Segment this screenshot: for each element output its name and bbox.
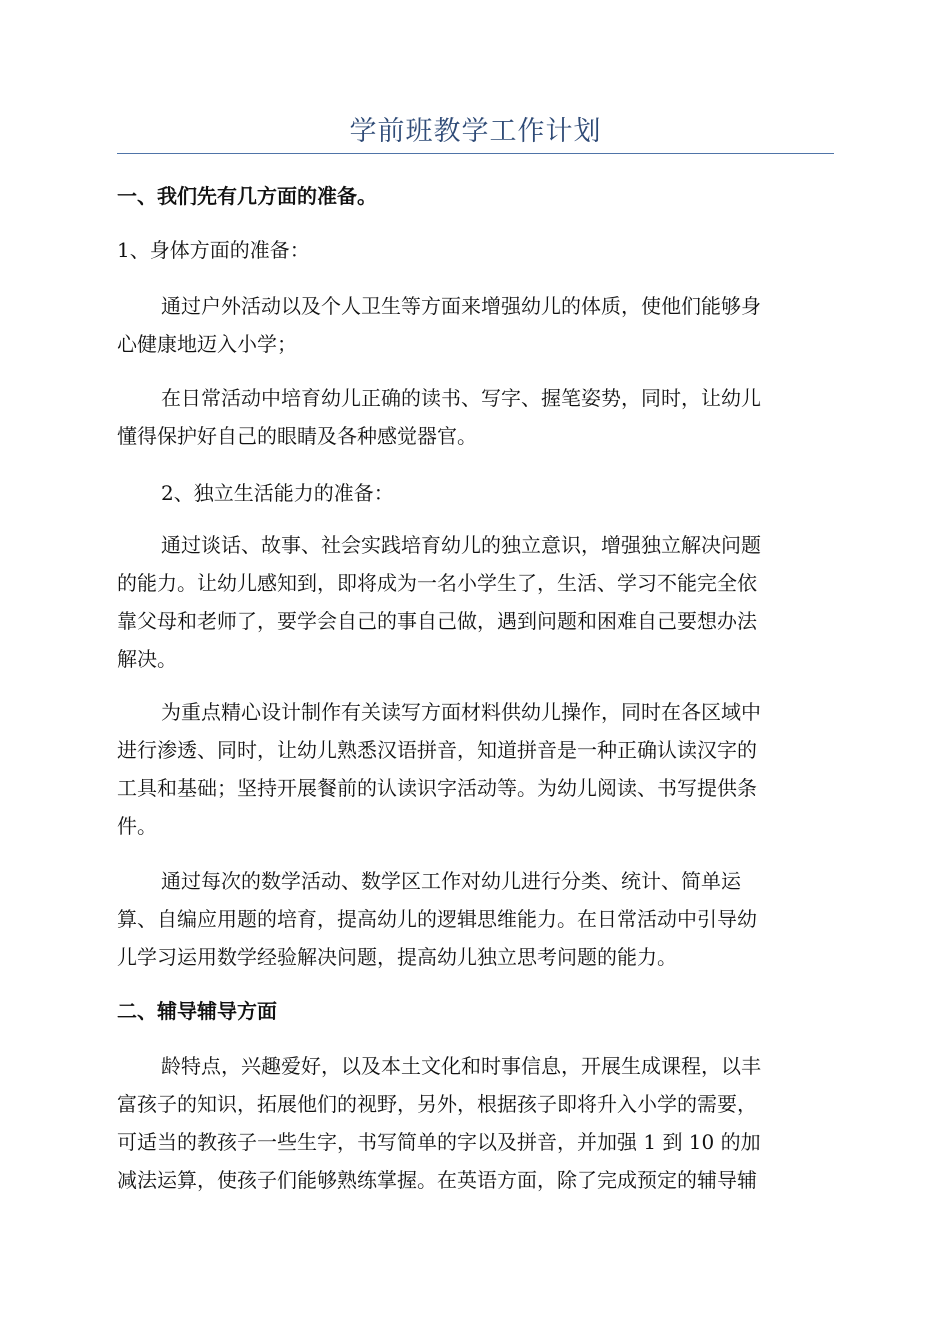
text-line: 靠父母和老师了，要学会自己的事自己做，遇到问题和困难自己要想办法: [117, 609, 757, 633]
subheading-physical: 1、身体方面的准备：: [117, 238, 310, 262]
text-line: 件。: [117, 814, 157, 838]
text-line: 解决。: [117, 647, 177, 671]
paragraph-physical-2: [117, 379, 834, 455]
text-line: 龄特点，兴趣爱好，以及本土文化和时事信息，开展生成课程，以丰: [161, 1054, 761, 1078]
section-heading-1: 一、我们先有几方面的准备。: [117, 184, 377, 208]
text-line: 儿学习运用数学经验解决问题，提高幼儿独立思考问题的能力。: [117, 945, 677, 969]
text-line: 可适当的教孩子一些生字，书写简单的字以及拼音，并加强 1 到 10 的加: [117, 1130, 761, 1154]
text-line: 算、自编应用题的培育，提高幼儿的逻辑思维能力。在日常活动中引导幼: [117, 907, 757, 931]
text-line: 富孩子的知识，拓展他们的视野，另外，根据孩子即将升入小学的需要，: [117, 1092, 757, 1116]
text-line: 在日常活动中培育幼儿正确的读书、写字、握笔姿势，同时，让幼儿: [161, 386, 761, 410]
text-line: 为重点精心设计制作有关读写方面材料供幼儿操作，同时在各区域中: [161, 700, 761, 724]
document-title: 学前班教学工作计划: [349, 116, 602, 147]
section-heading-2: 二、辅导辅导方面: [117, 999, 277, 1023]
text-line: 通过谈话、故事、社会实践培育幼儿的独立意识，增强独立解决问题: [161, 533, 761, 557]
paragraph-math: [117, 862, 834, 976]
text-line: 通过每次的数学活动、数学区工作对幼儿进行分类、统计、简单运: [161, 869, 741, 893]
paragraph-physical-1: [117, 287, 834, 363]
text-line: 工具和基础；坚持开展餐前的认读识字活动等。为幼儿阅读、书写提供条: [117, 776, 757, 800]
text-line: 减法运算，使孩子们能够熟练掌握。在英语方面，除了完成预定的辅导辅: [117, 1168, 757, 1192]
text-line: 心健康地迈入小学；: [117, 332, 297, 356]
text-line: 的能力。让幼儿感知到，即将成为一名小学生了，生活、学习不能完全依: [117, 571, 757, 595]
text-line: 懂得保护好自己的眼睛及各种感觉器官。: [117, 424, 477, 448]
paragraph-tutoring: [117, 1047, 834, 1199]
subheading-independence: 2、独立生活能力的准备：: [161, 481, 394, 505]
paragraph-independence: [117, 526, 834, 678]
paragraph-reading-writing: [117, 693, 834, 845]
text-line: 通过户外活动以及个人卫生等方面来增强幼儿的体质，使他们能够身: [161, 294, 761, 318]
title-underline: [117, 153, 834, 154]
text-line: 进行渗透、同时，让幼儿熟悉汉语拼音，知道拼音是一种正确认读汉字的: [117, 738, 757, 762]
